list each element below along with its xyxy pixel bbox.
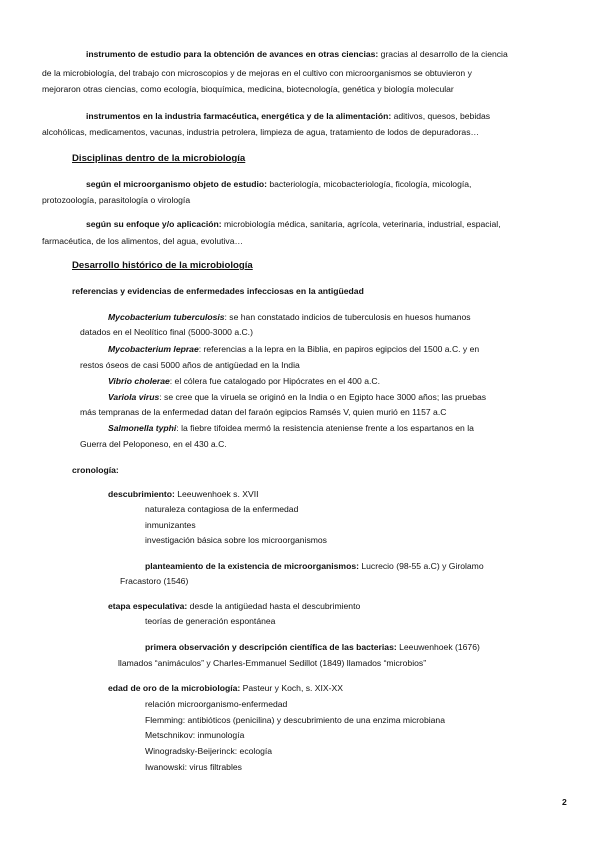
- paragraph-microorganismo-line2: protozoología, parasitología o virología: [42, 195, 191, 205]
- paragraph-text: microbiología médica, sanitaria, agrícola, veterinaria, industrial, espacial,: [221, 219, 501, 229]
- organism-name: Mycobacterium leprae: [108, 344, 199, 354]
- ref-cont-tuberculosis: datados en el Neolítico final (5000-3000 a.C.): [80, 327, 253, 337]
- crono-subitem: naturaleza contagiosa de la enfermedad: [145, 504, 299, 514]
- ref-item-salmonella: [108, 423, 474, 433]
- paragraph-industria-line1: [86, 111, 490, 121]
- crono-text: Leeuwenhoek s. XVII: [174, 489, 259, 499]
- crono-subitem: teorías de generación espontánea: [145, 616, 276, 626]
- crono-subitem: Metschnikov: inmunología: [145, 730, 245, 740]
- paragraph-ciencias-line1: [86, 49, 508, 59]
- paragraph-enfoque-line1: [86, 219, 501, 229]
- section-heading-desarrollo: Desarrollo histórico de la microbiología: [72, 260, 253, 271]
- organism-name: Vibrio cholerae: [108, 376, 170, 386]
- section-heading-disciplinas: Disciplinas dentro de la microbiología: [72, 153, 246, 164]
- crono-lead: primera observación y descripción científica de las bacterias:: [145, 642, 397, 652]
- crono-lead: edad de oro de la microbiología:: [108, 683, 241, 693]
- crono-edad-de-oro: [108, 683, 343, 693]
- paragraph-text: bacteriología, micobacteriología, ficología, micología,: [266, 179, 472, 189]
- ref-cont-leprae: restos óseos de casi 5000 años de antigüedad en la India: [80, 360, 300, 370]
- ref-cont-variola: más tempranas de la enfermedad datan del faraón egipcios Ramsés V, quien murió en 1157 a.C: [80, 407, 447, 417]
- crono-planteamiento-cont: Fracastoro (1546): [120, 576, 189, 586]
- ref-item-tuberculosis: [108, 312, 471, 322]
- paragraph-lead: según el microorganismo objeto de estudio:: [86, 179, 267, 189]
- crono-subitem: Flemming: antibióticos (penicilina) y descubrimiento de una enzima microbiana: [145, 715, 445, 725]
- crono-text: desde la antigüedad hasta el descubrimiento: [187, 601, 361, 611]
- paragraph-industria-line2: alcohólicas, medicamentos, vacunas, industria petrolera, limpieza de agua, tratamiento de lodos de depuradoras…: [42, 127, 480, 137]
- paragraph-microorganismo-line1: [86, 179, 471, 189]
- page-number: 2: [562, 797, 567, 807]
- crono-subitem: Winogradsky-Beijerinck: ecología: [145, 746, 273, 756]
- paragraph-ciencias-line2: de la microbiología, del trabajo con microscopios y de mejoras en el cultivo con microorganismos se obtuvieron y: [42, 68, 472, 78]
- references-title: referencias y evidencias de enfermedades infecciosas en la antigüedad: [72, 286, 364, 296]
- crono-lead: etapa especulativa:: [108, 601, 188, 611]
- ref-item-cholerae: [108, 376, 380, 386]
- cronologia-title: cronología:: [72, 465, 119, 475]
- crono-subitem: relación microorganismo-enfermedad: [145, 699, 288, 709]
- crono-lead: planteamiento de la existencia de microorganismos:: [145, 561, 359, 571]
- paragraph-lead: según su enfoque y/o aplicación:: [86, 219, 222, 229]
- ref-text: : el cólera fue catalogado por Hipócrates en el 400 a.C.: [169, 376, 380, 386]
- crono-lead: descubrimiento:: [108, 489, 175, 499]
- paragraph-ciencias-line3: mejoraron otras ciencias, como ecología, bioquímica, medicina, biotecnología, genética y biología molecular: [42, 84, 454, 94]
- crono-observacion-cont: llamados “animáculos” y Charles-Emmanuel Sedillot (1849) llamados “microbios”: [118, 658, 427, 668]
- paragraph-text: aditivos, quesos, bebidas: [391, 111, 491, 121]
- paragraph-lead: instrumento de estudio para la obtención de avances en otras ciencias:: [86, 49, 379, 59]
- ref-text: : referencias a la lepra en la Biblia, en papiros egipcios del 1500 a.C. y en: [198, 344, 480, 354]
- crono-subitem: inmunizantes: [145, 520, 196, 530]
- crono-especulativa: [108, 601, 360, 611]
- crono-planteamiento: [145, 561, 484, 571]
- organism-name: Mycobacterium tuberculosis: [108, 312, 225, 322]
- ref-text: : se han constatado indicios de tuberculosis en huesos humanos: [224, 312, 471, 322]
- crono-descubrimiento: [108, 489, 258, 499]
- paragraph-enfoque-line2: farmacéutica, de los alimentos, del agua, evolutiva…: [42, 236, 244, 246]
- crono-subitem: investigación básica sobre los microorganismos: [145, 535, 327, 545]
- ref-item-variola: [108, 392, 486, 402]
- ref-item-leprae: [108, 344, 479, 354]
- ref-cont-salmonella: Guerra del Peloponeso, en el 430 a.C.: [80, 439, 227, 449]
- crono-text: Lucrecio (98-55 a.C) y Girolamo: [358, 561, 484, 571]
- paragraph-text: gracias al desarrollo de la ciencia: [378, 49, 508, 59]
- ref-text: : la fiebre tifoidea mermó la resistencia ateniense frente a los espartanos en la: [176, 423, 474, 433]
- crono-text: Pasteur y Koch, s. XIX-XX: [240, 683, 343, 693]
- organism-name: Salmonella typhi: [108, 423, 177, 433]
- paragraph-lead: instrumentos en la industria farmacéutica, energética y de la alimentación:: [86, 111, 392, 121]
- crono-observacion: [145, 642, 480, 652]
- ref-text: : se cree que la viruela se originó en la India o en Egipto hace 3000 años; las pruebas: [159, 392, 487, 402]
- organism-name: Variola virus: [108, 392, 160, 402]
- crono-text: Leeuwenhoek (1676): [396, 642, 480, 652]
- crono-subitem: Iwanowski: virus filtrables: [145, 762, 242, 772]
